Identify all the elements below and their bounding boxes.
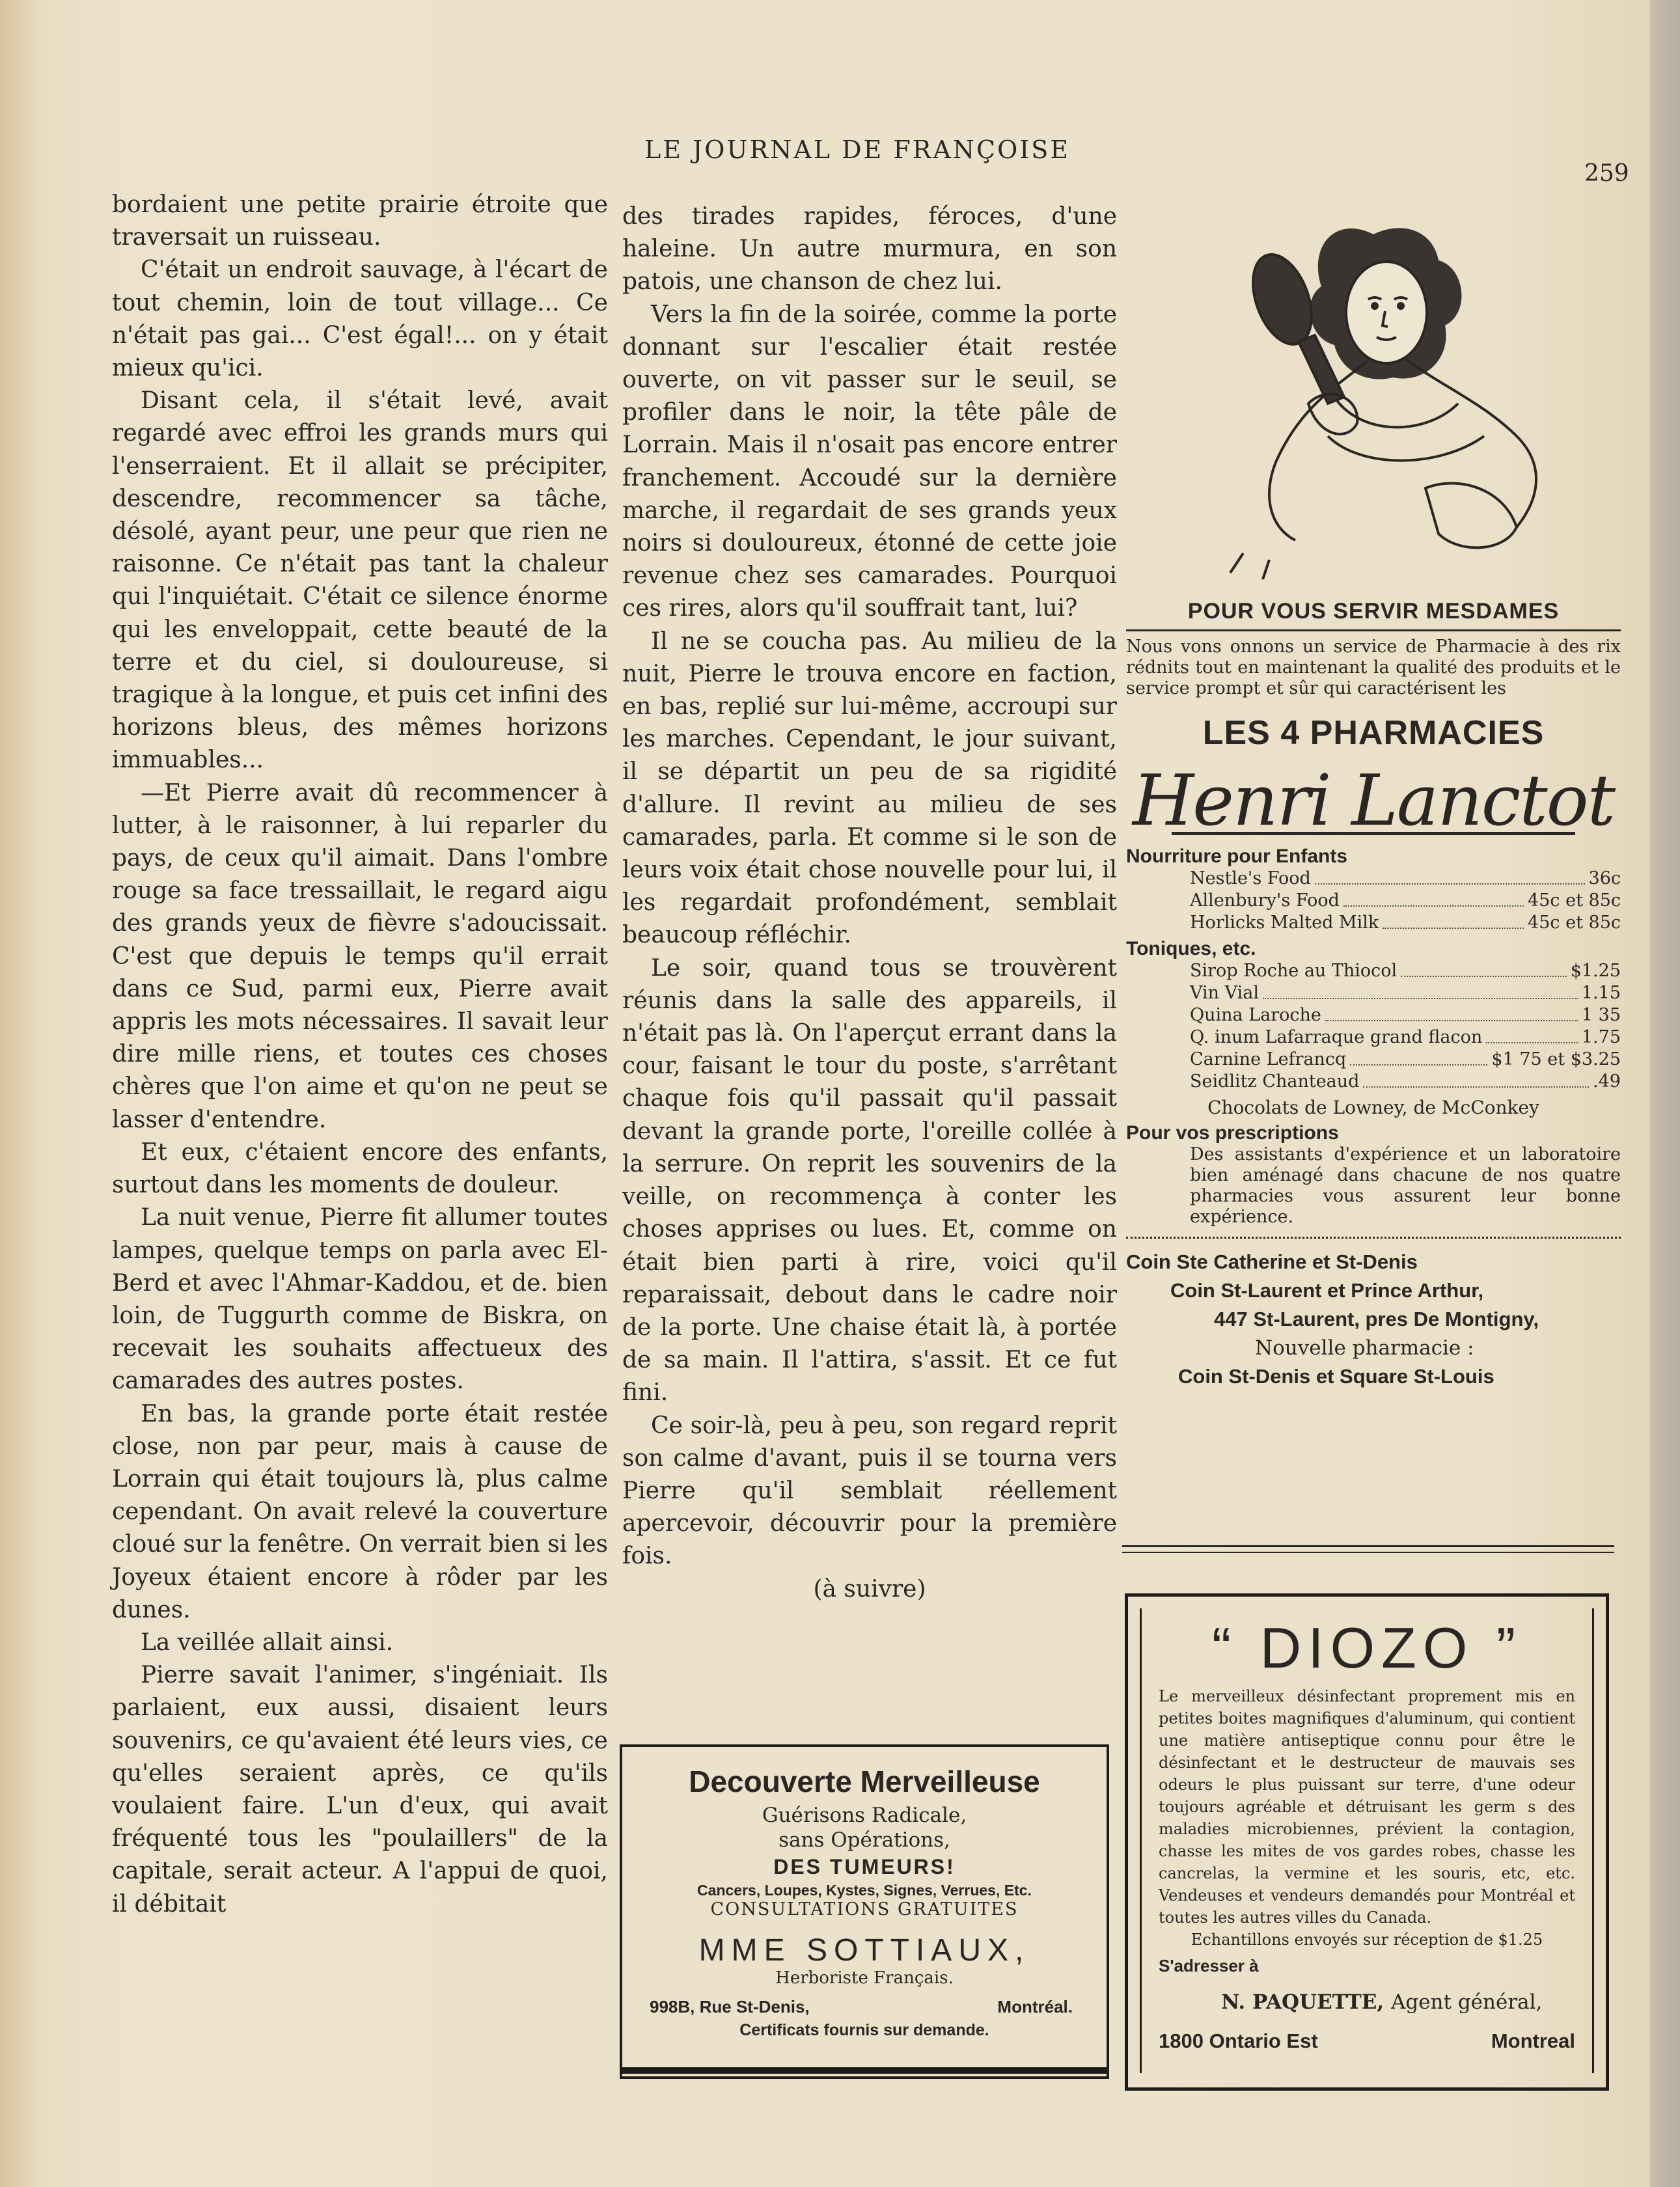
sottiaux-name: MME SOTTIAUX, (698, 1933, 1030, 1968)
woman-illustration-icon (1178, 189, 1601, 592)
item-price: 1 35 (1581, 1005, 1621, 1025)
paragraph: Il ne se coucha pas. Au milieu de la nuit, Pierre le trouva encore en faction, en bas, replié sur lui-même, accroupi sur les marches. Cependant, le jour suivant, il se départit un peu de sa rigidité d'allure. Il revint au milieu de ses camarades, parla. Et comme si le son de leurs voix était chose nouvelle pour lui, il les regardait profondément, semblait beaucoup réfléchir. (622, 627, 1117, 949)
price-item (1190, 912, 1621, 934)
item-price: $1.25 (1570, 961, 1621, 981)
journal-title: LE JOURNAL DE FRANÇOISE (644, 135, 1071, 164)
item-price: 45c et 85c (1528, 913, 1621, 933)
diozo-contact-label: S'adresser à (1159, 1956, 1259, 1975)
paragraph: Pierre savait l'animer, s'ingéniait. Ils parlaient, eux aussi, disaient leurs souvenirs, ce qu'avaient été leurs vies, ce qu'elles seraient après, ce qu'ils voulaient faire. L'un d'eux, qui avait fréquenté tous les "poulaillers" de la capitale, serait acteur. A l'appui de quoi, il débitait (112, 1662, 608, 1918)
double-rule-bottom (1122, 1552, 1614, 1553)
to-be-continued: (à suivre) (813, 1575, 926, 1602)
dot-leader (1325, 1004, 1578, 1021)
price-item (1190, 982, 1621, 1004)
dot-leader (1383, 912, 1524, 929)
sottiaux-title: Decouverte Merveilleuse (689, 1765, 1040, 1798)
paragraph: C'était un endroit sauvage, à l'écart de tout chemin, loin de tout village... Ce n'était pas gai... C'est égal!... on y était mieux qu'ici. (112, 256, 608, 382)
paragraph: bordaient une petite prairie étroite que traversait un ruisseau. (112, 191, 608, 251)
paragraph: Disant cela, il s'était levé, avait regardé avec effroi les grands murs qui l'enserraient. Et il allait se précipiter, descendre, recommencer sa tâche, désolé, ayant peur, une peur que rien ne raisonne. Ce n'était pas tant la chaleur qui l'inquiétait. C'était ce silence énorme qui les enveloppait, cette beauté de la terre et du ciel, si douloureuse, si tragique à la longue, et puis cet infini des horizons bleus, des mêmes horizons immuables... (112, 387, 608, 774)
section-heading: Toniques, etc. (1126, 938, 1256, 959)
diozo-advertisement (1125, 1593, 1609, 2091)
dot-leader (1263, 982, 1578, 999)
address-line: Coin St-Laurent et Prince Arthur, (1170, 1279, 1484, 1302)
pharmacy-title: LES 4 PHARMACIES (1202, 714, 1545, 752)
item-name: Nestle's Food (1190, 868, 1311, 888)
sottiaux-ailments: Cancers, Loupes, Kystes, Signes, Verrues, Etc. (697, 1882, 1032, 1899)
dot-leader (1350, 1049, 1487, 1066)
item-name: Allenbury's Food (1190, 890, 1340, 911)
diozo-title: “ DIOZO ” (1211, 1616, 1522, 1680)
diozo-body (1142, 1681, 1592, 2052)
item-price: 36c (1588, 868, 1621, 888)
diozo-street: 1800 Ontario Est (1159, 2029, 1318, 2052)
price-item (1190, 1049, 1621, 1071)
item-name: Vin Vial (1190, 983, 1260, 1003)
sottiaux-city: Montréal. (997, 1997, 1073, 2016)
item-price: .49 (1593, 1071, 1621, 1092)
sottiaux-advertisement (620, 1744, 1109, 2079)
diozo-description: Le merveilleux désinfectant proprement mis en petites boites magnifiques d'aluminum, qui contient une matière antiseptique connu pour être le désinfectant et le destructeur de mauvais ses odeurs le plus puissant sur terre, d'une odeur toujours agréable et détruisant les germ s des maladies microbiennes, prévient la contagion, chasse les mites de vos gardes robes, chasse les cancrelas, la vermine et les souris, etc, etc. Vendeuses et vendeurs demandés pour Montréal et toutes les autres villes du Canada. (1159, 1687, 1575, 1927)
sottiaux-certificates: Certificats fournis sur demande. (739, 2021, 989, 2039)
price-item (1190, 1071, 1621, 1093)
pharmacy-advertisement (1126, 599, 1621, 1391)
dot-leader (1401, 960, 1567, 977)
price-item (1190, 1004, 1621, 1026)
paragraph: La nuit venue, Pierre fit allumer toutes lampes, quelque temps on parla avec El-Berd et avec l'Ahmar-Kaddou, et de. bien loin, de Tuggurth comme de Biskra, on recevait les souhaits affectueux des camarades des autres postes. (112, 1204, 608, 1395)
price-item (1190, 890, 1621, 912)
paragraph: Le soir, quand tous se trouvèrent réunis dans la salle des appareils, il n'était pas là. On l'aperçut errant dans la cour, faisant le tour du poste, s'arrêtant chaque fois qu'il passait qu'il passait devant la grande porte, l'oreille collée à la serrure. On reprit les souvenirs de la veille, on recommença à conter les choses apprises ou lues. Et, comme on était bien parti à rire, voici qu'il reparaissait, debout dans le cadre noir de la porte. Une chaise était là, à portée de sa main. Il l'attira, s'assit. Et ce fut fini. (622, 954, 1117, 1407)
paragraph: Et eux, c'étaient encore des enfants, surtout dans les moments de douleur. (112, 1138, 608, 1199)
pharmacy-headline: POUR VOUS SERVIR MESDAMES (1187, 599, 1560, 624)
item-price: 45c et 85c (1528, 890, 1621, 911)
paragraph: Vers la fin de la soirée, comme la porte donnant sur l'escalier était restée ouverte, on vit passer sur le seuil, se profiler dans le noir, la tête pâle de Lorrain. Mais il n'osait pas encore entrer franchement. Accoudé sur la dernière marche, il regardait de ses grands yeux noirs si douloureux, étonné de cette joie revenue chez ses camarades. Pourquoi ces rires, alors qu'il souffrait tant, lui? (622, 301, 1117, 622)
sottiaux-line: sans Opérations, (778, 1828, 950, 1852)
prescriptions-text: Des assistants d'expérience et un laboratoire bien aménagé dans chacune de nos quatre pharmacies vous assurent leur bonne expérience. (1190, 1144, 1621, 1227)
diozo-agent (1159, 1991, 1575, 2013)
page-edge (1650, 0, 1680, 2187)
dotted-divider (1126, 1237, 1621, 1239)
sottiaux-bottom-bar (620, 2067, 1109, 2074)
paragraph: La veillée allait ainsi. (141, 1629, 394, 1656)
new-pharmacy-label: Nouvelle pharmacie : (1255, 1336, 1474, 1360)
price-item (1190, 1026, 1621, 1049)
item-name: Sirop Roche au Thiocol (1190, 961, 1398, 981)
dot-leader (1486, 1026, 1578, 1043)
agent-title: Agent général, (1390, 1990, 1543, 2014)
price-list (1190, 868, 1621, 934)
item-name: Q. inum Lafarraque grand flacon (1190, 1027, 1483, 1047)
sottiaux-address (622, 1988, 1107, 2017)
paragraph: En bas, la grande porte était restée close, non par peur, mais à cause de Lorrain qui était toujours là, plus calme cependant. On avait relevé la couverture cloué sur la fenêtre. On verrait bien si les Joyeux étaient encore à rôder par les dunes. (112, 1400, 608, 1623)
story-column-2 (622, 200, 1117, 1606)
pharmacy-addresses (1126, 1248, 1621, 1391)
dot-leader (1315, 868, 1585, 885)
diozo-samples: Echantillons envoyés sur réception de $1.25 (1191, 1931, 1543, 1949)
sottiaux-consultations: CONSULTATIONS GRATUITES (710, 1899, 1019, 1919)
double-rule-top (1122, 1545, 1614, 1547)
item-price: 1.15 (1581, 983, 1621, 1003)
sottiaux-herbalist: Herboriste Français. (775, 1968, 954, 1988)
section-heading: Nourriture pour Enfants (1126, 846, 1348, 867)
address-line: Coin St-Denis et Square St-Louis (1178, 1365, 1494, 1388)
paragraph: —Et Pierre avait dû recommencer à lutter, à le raisonner, à lui reparler du pays, de ceux qu'il aimait. Dans l'ombre rouge sa face tressaillait, le regard aigu des grands yeux de fièvre s'adoucissait. C'est que depuis le temps qu'il errait dans ce Sud, parmi eux, Pierre avait appris les mots nécessaires. Il savait leur dire mille riens, et toutes ces choses chères que l'on aime et qu'on ne peut se lasser d'entendre. (112, 779, 608, 1133)
dot-leader (1343, 890, 1524, 907)
item-name: Quina Laroche (1190, 1005, 1321, 1025)
chocolates-line: Chocolats de Lowney, de McConkey (1207, 1097, 1539, 1118)
sottiaux-line: Guérisons Radicale, (762, 1804, 967, 1827)
address-line: 447 St-Laurent, pres De Montigny, (1214, 1308, 1539, 1330)
paragraph: Ce soir-là, peu à peu, son regard reprit son calme d'avant, puis il se tourna vers Pierre qu'il semblait réellement apercevoir, découvrir pour la première fois. (622, 1412, 1117, 1570)
story-column-1 (112, 189, 608, 1921)
price-item (1190, 868, 1621, 890)
paragraph: des tirades rapides, féroces, d'une haleine. Un autre murmura, en son patois, une chanson de chez lui. (622, 203, 1117, 296)
page-number: 259 (1584, 160, 1629, 187)
sottiaux-tumeurs: DES TUMEURS! (773, 1855, 956, 1878)
divider (1126, 629, 1621, 631)
address-line: Coin Ste Catherine et St-Denis (1126, 1250, 1418, 1273)
item-price: $1 75 et $3.25 (1491, 1049, 1621, 1069)
diozo-address (1159, 2030, 1575, 2052)
pharmacy-brand-logo: Henri Lanctot (1132, 760, 1615, 842)
prescriptions-heading: Pour vos prescriptions (1126, 1122, 1339, 1144)
item-name: Carnine Lefrancq (1190, 1049, 1347, 1069)
woman-with-mirror-illustration (1178, 189, 1601, 592)
agent-name: N. PAQUETTE, (1221, 1990, 1384, 2014)
price-item (1190, 960, 1621, 982)
sottiaux-street: 998B, Rue St-Denis, (650, 1997, 810, 2016)
item-name: Horlicks Malted Milk (1190, 913, 1379, 933)
pharmacy-intro: Nous vons onnons un service de Pharmacie à des rix rédnits tout en maintenant la qualité des produits et le service prompt et sûr qui caractérisent les (1126, 637, 1621, 698)
item-name: Seidlitz Chanteaud (1190, 1071, 1360, 1092)
item-price: 1.75 (1581, 1027, 1621, 1047)
price-list (1190, 960, 1621, 1093)
diozo-city: Montreal (1491, 2029, 1575, 2052)
dot-leader (1363, 1071, 1589, 1088)
diozo-inner-frame (1140, 1608, 1594, 2073)
